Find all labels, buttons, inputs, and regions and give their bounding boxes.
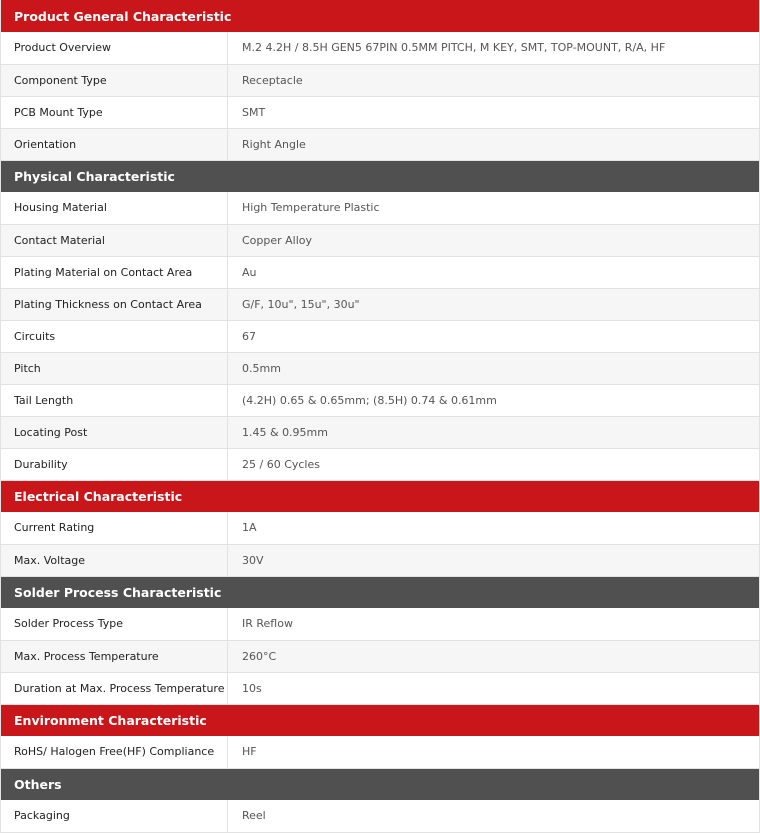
row-value: Receptacle xyxy=(228,64,760,96)
row-value: Au xyxy=(228,256,760,288)
table-row xyxy=(1,544,760,576)
table-row xyxy=(1,448,760,480)
section-solder-process xyxy=(1,576,760,704)
row-value: 25 / 60 Cycles xyxy=(228,448,760,480)
table-row xyxy=(1,64,760,96)
table-row xyxy=(1,512,760,544)
row-label: Component Type xyxy=(1,64,228,96)
row-value: 10s xyxy=(228,672,760,704)
row-label: Plating Thickness on Contact Area xyxy=(1,288,228,320)
row-label: Duration at Max. Process Temperature xyxy=(1,672,228,704)
row-label: PCB Mount Type xyxy=(1,96,228,128)
table-row xyxy=(1,640,760,672)
table-row xyxy=(1,288,760,320)
section-header xyxy=(1,0,760,32)
table-row xyxy=(1,32,760,64)
section-header xyxy=(1,576,760,608)
row-value: SMT xyxy=(228,96,760,128)
section-electrical xyxy=(1,480,760,576)
table-row xyxy=(1,192,760,224)
table-row xyxy=(1,224,760,256)
row-label: Tail Length xyxy=(1,384,228,416)
row-label: Max. Process Temperature xyxy=(1,640,228,672)
row-label: Circuits xyxy=(1,320,228,352)
row-value: 67 xyxy=(228,320,760,352)
section-environment xyxy=(1,704,760,768)
table-row xyxy=(1,96,760,128)
section-title: Environment Characteristic xyxy=(1,704,760,736)
table-row xyxy=(1,800,760,832)
section-header xyxy=(1,704,760,736)
row-value: 1A xyxy=(228,512,760,544)
row-label: Max. Voltage xyxy=(1,544,228,576)
row-label: Product Overview xyxy=(1,32,228,64)
table-row xyxy=(1,384,760,416)
row-value: 1.45 & 0.95mm xyxy=(228,416,760,448)
row-value: IR Reflow xyxy=(228,608,760,640)
row-value: Copper Alloy xyxy=(228,224,760,256)
table-row xyxy=(1,128,760,160)
row-label: Plating Material on Contact Area xyxy=(1,256,228,288)
row-value: Right Angle xyxy=(228,128,760,160)
section-title: Solder Process Characteristic xyxy=(1,576,760,608)
table-row xyxy=(1,416,760,448)
table-row xyxy=(1,672,760,704)
row-value: (4.2H) 0.65 & 0.65mm; (8.5H) 0.74 & 0.61mm xyxy=(228,384,760,416)
section-general xyxy=(1,0,760,160)
table-row xyxy=(1,256,760,288)
row-label: Pitch xyxy=(1,352,228,384)
row-value: G/F, 10u", 15u", 30u" xyxy=(228,288,760,320)
row-value: 30V xyxy=(228,544,760,576)
section-others xyxy=(1,768,760,832)
row-label: Durability xyxy=(1,448,228,480)
section-title: Others xyxy=(1,768,760,800)
section-header xyxy=(1,160,760,192)
row-value: HF xyxy=(228,736,760,768)
section-title: Product General Characteristic xyxy=(1,0,760,32)
row-value: 0.5mm xyxy=(228,352,760,384)
row-value: High Temperature Plastic xyxy=(228,192,760,224)
row-label: Contact Material xyxy=(1,224,228,256)
row-label: Orientation xyxy=(1,128,228,160)
table-row xyxy=(1,736,760,768)
table-row xyxy=(1,320,760,352)
row-label: Packaging xyxy=(1,800,228,832)
row-label: Solder Process Type xyxy=(1,608,228,640)
row-label: Locating Post xyxy=(1,416,228,448)
row-label: Current Rating xyxy=(1,512,228,544)
row-value: Reel xyxy=(228,800,760,832)
row-value: 260°C xyxy=(228,640,760,672)
table-row xyxy=(1,352,760,384)
section-title: Physical Characteristic xyxy=(1,160,760,192)
section-header xyxy=(1,768,760,800)
row-label: RoHS/ Halogen Free(HF) Compliance xyxy=(1,736,228,768)
row-label: Housing Material xyxy=(1,192,228,224)
row-value: M.2 4.2H / 8.5H GEN5 67PIN 0.5MM PITCH, M KEY, SMT, TOP-MOUNT, R/A, HF xyxy=(228,32,760,64)
section-physical xyxy=(1,160,760,480)
section-header xyxy=(1,480,760,512)
table-row xyxy=(1,608,760,640)
section-title: Electrical Characteristic xyxy=(1,480,760,512)
